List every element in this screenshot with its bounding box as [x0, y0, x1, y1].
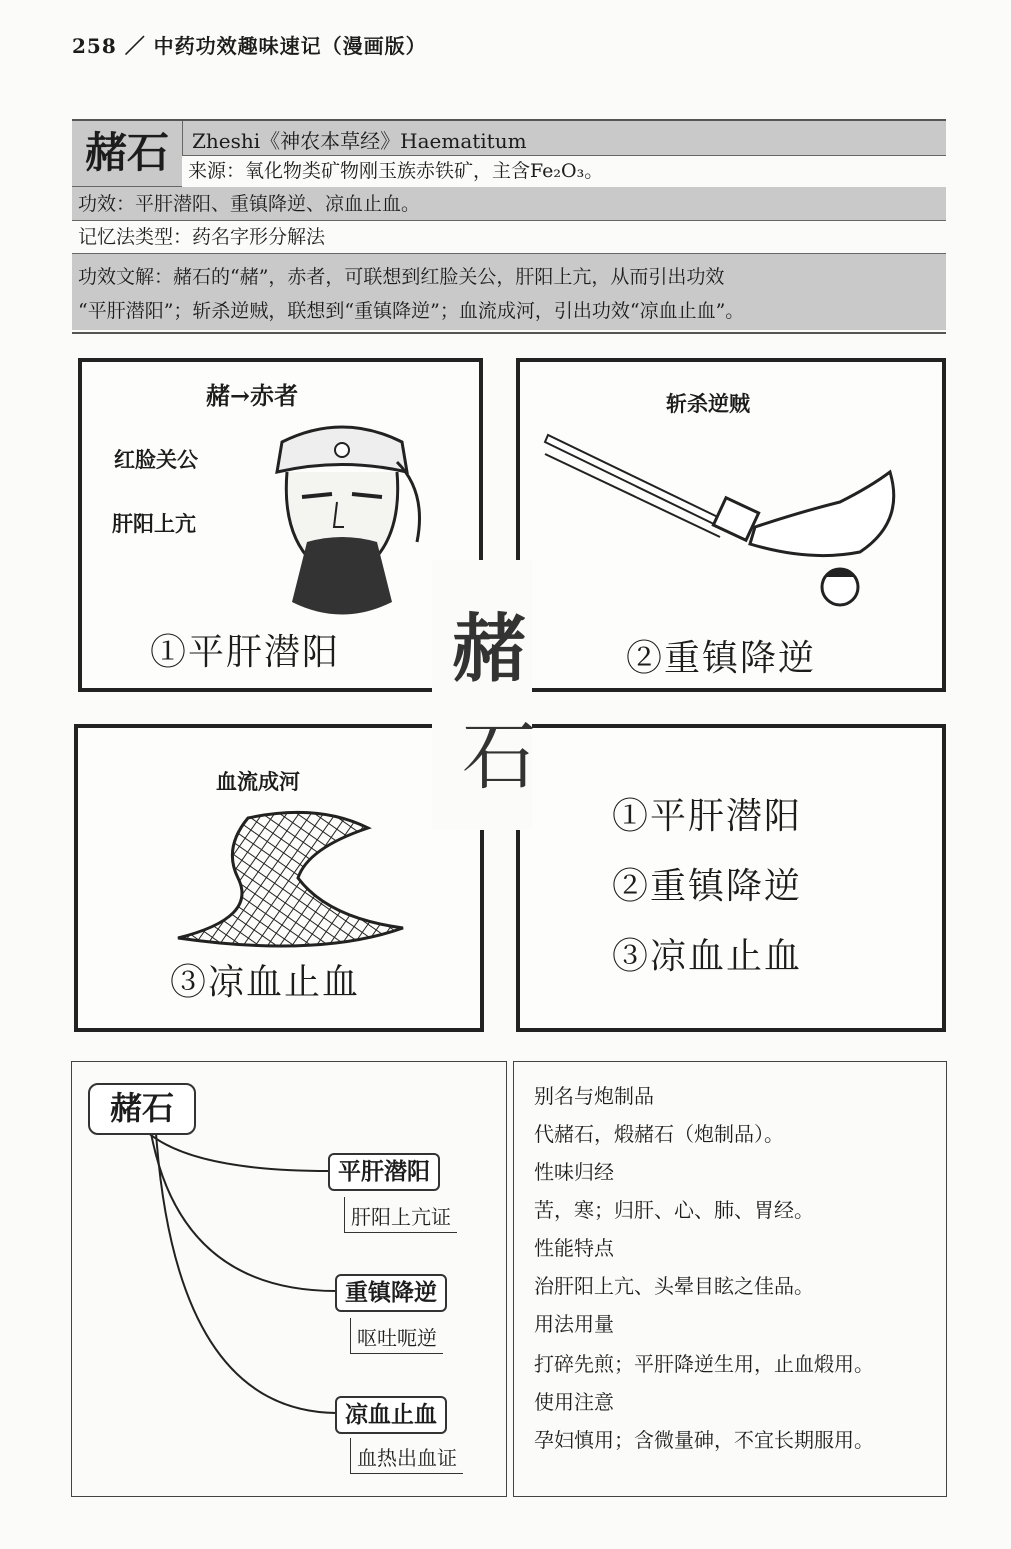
explanation-block	[72, 254, 946, 330]
comic-panel-1	[78, 358, 483, 692]
explanation-line-1: 功效文解：赭石的“赭”，赤者，可联想到红脸关公，肝阳上亢，从而引出功效	[78, 266, 725, 288]
mindmap-branch-3: 凉血止血	[335, 1396, 447, 1434]
info-table	[72, 119, 946, 334]
panel1-title: 赭→赤者	[206, 381, 299, 410]
comic-panel-4	[516, 724, 946, 1032]
prop-heading-features: 性能特点	[534, 1236, 614, 1260]
prop-text-caution: 孕妇慎用；含微量砷，不宜长期服用。	[534, 1428, 874, 1452]
comic-panel-2	[516, 358, 946, 692]
panel4-item-3: ③凉血止血	[612, 936, 803, 977]
prop-text-usage: 打碎先煎；平肝降逆生用，止血煅用。	[534, 1352, 874, 1376]
mindmap-branch-1: 平肝潜阳	[328, 1153, 440, 1191]
running-header: 258 ／ 中药功效趣味速记（漫画版）	[72, 34, 427, 58]
prop-heading-usage: 用法用量	[534, 1312, 614, 1336]
guangong-face-icon	[242, 402, 452, 622]
source-line: 来源：氧化物类矿物刚玉族赤铁矿，主含Fe₂O₃。	[182, 155, 946, 187]
info-head-row	[72, 121, 946, 187]
efficacy-line: 功效：平肝潜阳、重镇降逆、凉血止血。	[72, 187, 946, 221]
river-of-blood-icon	[168, 808, 408, 958]
prop-heading-caution: 使用注意	[534, 1390, 614, 1414]
panel1-caption: ①平肝潜阳	[150, 632, 341, 673]
panel3-title: 血流成河	[216, 769, 300, 794]
prop-heading-nature: 性味归经	[534, 1160, 614, 1184]
center-char-shi: 石	[462, 714, 536, 800]
explanation-line-2: “平肝潜阳”；斩杀逆贼，联想到“重镇降逆”；血流成河，引出功效“凉血止血”。	[78, 300, 745, 322]
mindmap-branch-2: 重镇降逆	[335, 1274, 447, 1312]
panel3-caption: ③凉血止血	[170, 962, 361, 1003]
pinyin-line: Zheshi《神农本草经》Haematitum	[192, 129, 527, 153]
mindmap-branch-1-sub: 肝阳上亢证	[344, 1197, 457, 1233]
mindmap-branch-2-sub: 呕吐呃逆	[350, 1318, 443, 1354]
guandao-blade-icon	[540, 432, 910, 612]
prop-text-alias: 代赭石，煅赭石（炮制品）。	[534, 1122, 784, 1146]
mindmap-branch-3-sub: 血热出血证	[350, 1438, 463, 1474]
memory-method-line: 记忆法类型：药名字形分解法	[72, 221, 946, 254]
panel4-item-1: ①平肝潜阳	[612, 796, 803, 837]
center-char-zhe: 赭	[452, 606, 526, 692]
mindmap-root: 赭石	[88, 1083, 196, 1135]
panel1-label-ganyang: 肝阳上亢	[112, 511, 196, 536]
prop-heading-alias: 别名与炮制品	[534, 1084, 654, 1108]
panel4-item-2: ②重镇降逆	[612, 866, 803, 907]
panel1-label-guangong: 红脸关公	[114, 447, 198, 472]
panel2-caption: ②重镇降逆	[626, 638, 817, 679]
prop-text-features: 治肝阳上亢、头晕目眩之佳品。	[534, 1274, 814, 1298]
drug-name: 赭石	[72, 121, 183, 187]
comic-panel-3	[74, 724, 484, 1032]
panel2-title: 斩杀逆贼	[666, 391, 750, 416]
prop-text-nature: 苦，寒；归肝、心、肺、胃经。	[534, 1198, 814, 1222]
